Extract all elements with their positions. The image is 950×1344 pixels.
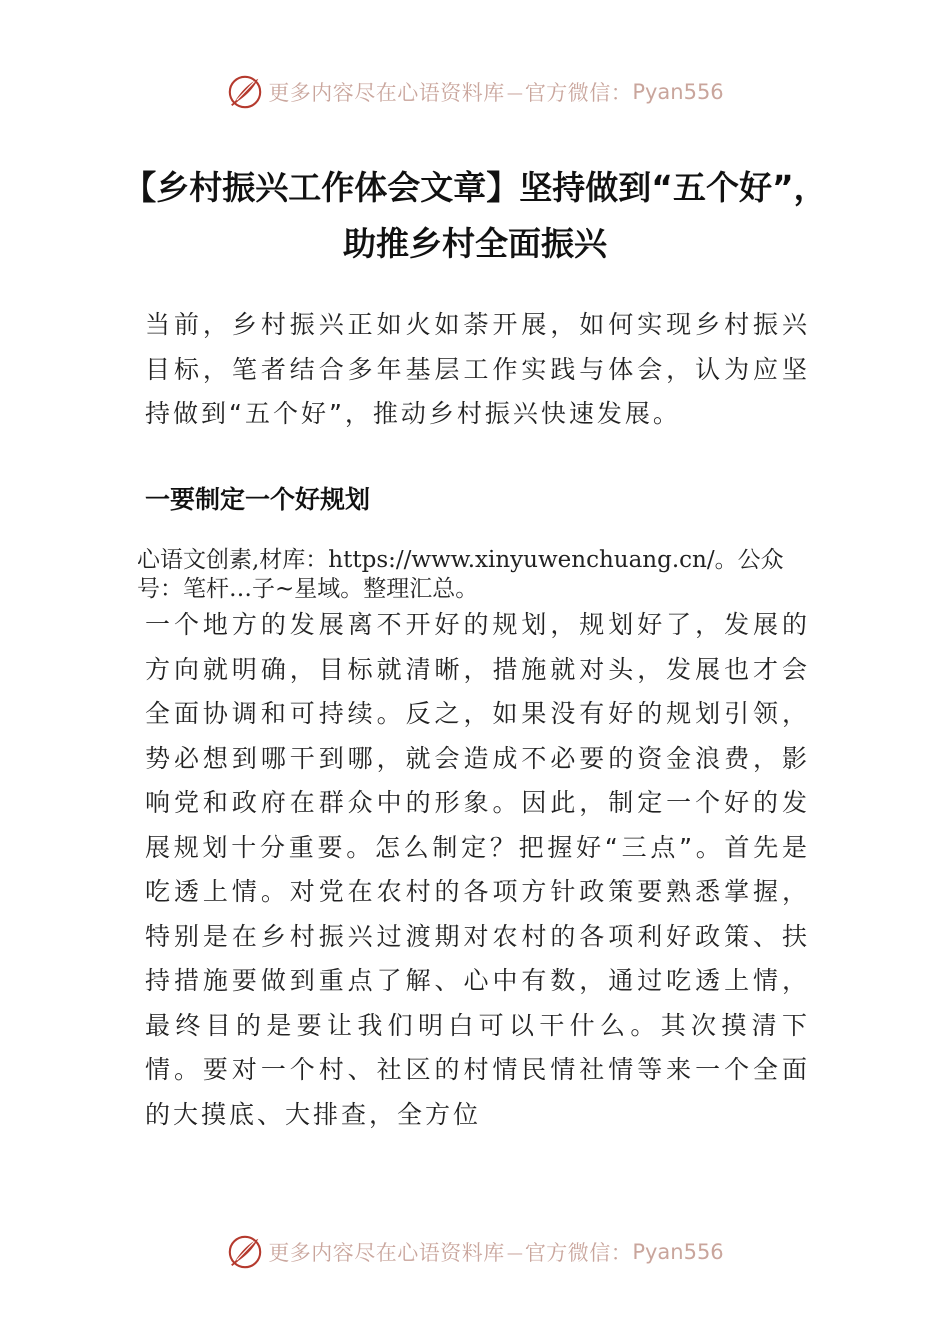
banner-wechat-handle: Pyan556 <box>632 80 724 104</box>
banner-separator: — <box>506 82 523 102</box>
banner-slogan: 更多内容尽在心语资料库 <box>268 81 505 105</box>
quill-feather-icon <box>226 73 264 111</box>
banner-wechat-label: 官方微信： <box>524 81 633 105</box>
section-body-paragraph: 一个地方的发展离不开好的规划，规划好了，发展的方向就明确，目标就清晰，措施就对头，发展也才会全面协调和可持续。反之，如果没有好的规划引领，势必想到哪干到哪，就会造成不必要的资金浪费，影响党和政府在群众中的形象。因此，制定一个好的发展规划十分重要。怎么制定？把握好“三点”。首先是吃透上情。对党在农村的各项方针政策要熟悉掌握，特别是在乡村振兴过渡期对农村的各项利好政策、扶持措施要做到重点了解、心中有数，通过吃透上情，最终目的是要让我们明白可以干什么。其次摸清下情。要对一个村、社区的村情民情社情等来一个全面的大摸底、大排查，全方位 <box>145 610 810 1129</box>
section-heading: 一要制定一个好规划 <box>145 485 371 514</box>
banner-slogan: 更多内容尽在心语资料库 <box>268 1241 505 1265</box>
article-title: 【乡村振兴工作体会文章】坚持做到“五个好”，助推乡村全面振兴 <box>123 168 827 263</box>
banner-wechat-label: 官方微信： <box>524 1241 633 1265</box>
banner-separator: — <box>506 1242 523 1262</box>
quill-feather-icon <box>226 1233 264 1271</box>
header-banner <box>0 72 950 112</box>
banner-wechat-handle: Pyan556 <box>632 1240 724 1264</box>
intro-paragraph: 当前，乡村振兴正如火如荼开展，如何实现乡村振兴目标，笔者结合多年基层工作实践与体会，认为应坚持做到“五个好”，推动乡村振兴快速发展。 <box>145 310 810 428</box>
footer-banner <box>0 1232 950 1272</box>
source-note: 心语文创素,材库：https://www.xinyuwenchuang.cn/。公众号：笔杆…子~星域。整理汇总。 <box>137 547 784 602</box>
